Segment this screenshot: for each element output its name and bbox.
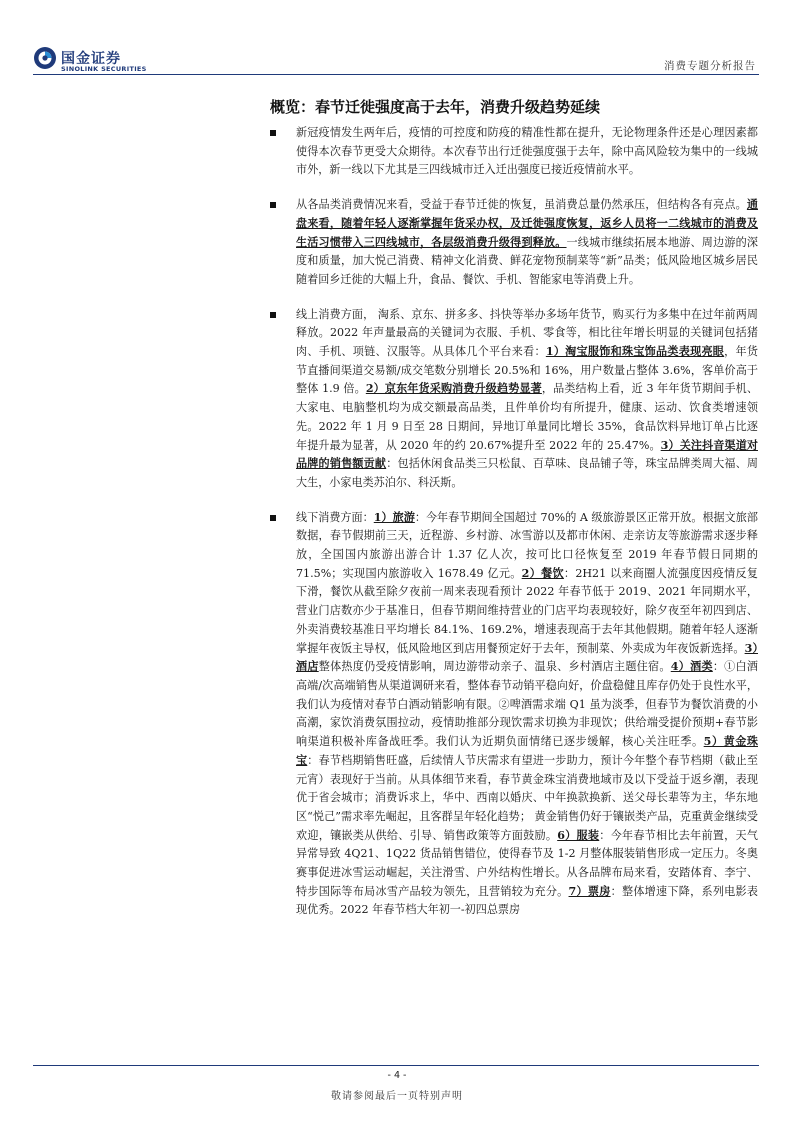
logo-chinese-name: 国金证券	[61, 51, 121, 67]
footer-disclaimer: 敬请参阅最后一页特别声明	[331, 1091, 463, 1102]
logo-english-name: SINOLINK SECURITIES	[61, 65, 147, 73]
footer-divider	[33, 1065, 759, 1066]
paragraph-text: ：①白酒高端/次高端销售从渠道调研来看，整体春节动销平稳向好，价盘稳健且库存仍处于良性水平，我们认为疫情对春节白酒动销影响有限。②啤酒需求端 Q1 虽为淡季，但春节为餐饮消费的小高潮，家饮消费氛围拉动，疫情助推部分现饮需求切换为非现饮；供给端受提价预期+春节影响渠道积极补库备战旺季。我们认为近期负面情绪已逐步缓解，核心关注旺季。	[296, 660, 758, 749]
company-logo	[33, 46, 147, 74]
bullet-paragraph	[270, 306, 758, 493]
square-bullet-icon	[270, 130, 276, 136]
paragraph-text: ：今年春节期间全国超过 70%的 A 级旅游景区正常开放。根据文旅部数据，春节假期前三天，近程游、乡村游、冰雪游以及都市休闲、走亲访友等旅游需求逐步释放，全国国内旅游出游合计 1.37 亿人次，按可比口径恢复至 2019 年春节假日同期的 71.5%；实现国内旅游收入 1678.49 亿元。	[296, 510, 758, 580]
highlighted-text: 5）黄金珠宝	[296, 735, 758, 767]
paragraph-text: ：包括休闲食品类三只松鼠、百草味、良品铺子等，珠宝品牌类周大福、周大生，小家电类苏泊尔、科沃斯。	[296, 457, 758, 489]
square-bullet-icon	[270, 312, 276, 318]
paragraph-text: ：整体增速下降，系列电影表现优秀。2022 年春节档大年初一-初四总票房	[296, 884, 758, 917]
highlighted-text: 3）酒店	[296, 641, 758, 674]
highlighted-text: 2）京东年货采购消费升级趋势显著	[365, 382, 542, 396]
sinolink-logo-icon	[33, 46, 57, 70]
square-bullet-icon	[270, 202, 276, 208]
paragraph-text: 从各品类消费情况来看，受益于春节迁徙的恢复，虽消费总量仍然承压，但结构各有亮点。	[296, 198, 747, 212]
bullet-paragraph	[270, 124, 758, 180]
section-title: 概览：春节迁徙强度高于去年，消费升级趋势延续	[270, 98, 601, 116]
report-type-label: 消费专题分析报告	[664, 60, 756, 72]
highlighted-text: 7）票房	[568, 884, 611, 898]
highlighted-text: 2）餐饮	[521, 566, 564, 580]
body-content	[270, 124, 758, 936]
highlighted-text: 3）关注抖音渠道对品牌的销售额贡献	[296, 438, 758, 471]
paragraph-text: ，年货节直播间渠道交易额/成交笔数分别增长 20.5%和 16%，用户数量占整体 3.6%，客单价高于整体 1.9 倍。	[296, 345, 758, 396]
highlighted-text: 6）服装	[557, 828, 600, 842]
paragraph-text: ，品类结构上看，近 3 年年货节期间手机、大家电、电脑整机均为成交额最高品类，且件单价均有所提升，健康、运动、饮食类增速领先。2022 年 1 月 9 日至 28 日期间，异地订单量同比增长 35%，食品饮料异地订单占比逐年提升最为显著，从 2020 年的约 20.67%提升至 2022 年的 25.47%。	[296, 382, 758, 452]
paragraph-text: ：2H21 以来商圈人流强度因疫情反复下滑，餐饮从截至除夕夜前一周来表现看预计 2022 年春节低于 2019、2021 年同期水平，营业门店数亦少于基准日，但春节期间维持营业的门店平均表现较好，除夕夜至年初四到店、外卖消费较基准日平均增长 84.1%、169.2%，增速表现高于去年其他假期。随着年轻人逐渐掌握年夜饭主导权，低风险地区到店用餐预定好于去年，预制菜、外卖成为年夜饭新选择。	[296, 566, 758, 655]
header-divider	[33, 74, 759, 75]
paragraph-text: ：春节档期销售旺盛，后续情人节庆需求有望进一步助力，预计今年整个春节档期（截止至元宵）表现好于当前。从具体细节来看，春节黄金珠宝消费地域市及以下受益于返乡潮，表现优于省会城市；消费诉求上，华中、西南以婚庆、中年换款换新、送父母长辈等为主，华东地区“悦己”需求率先崛起，且客群呈年轻化趋势； 黄金销售仍好于镶嵌类产品，克重黄金继续受欢迎，镶嵌类从供给、引导、销售政策等方面鼓励。	[296, 753, 758, 842]
highlighted-text: 4）酒类	[670, 660, 713, 674]
paragraph-text: ：今年春节相比去年前置，天气异常导致 4Q21、1Q22 货品销售错位，使得春节及 1-2 月整体服装销售形成一定压力。冬奥赛事促进冰雪运动崛起，关注滑雪、户外结构性增长。从各品牌布局来看，安踏体育、李宁、特步国际等布局冰雪产品较为领先，且营销较为充分。	[296, 828, 758, 898]
highlighted-text: 1）旅游	[373, 510, 415, 524]
bullet-paragraph	[270, 196, 758, 290]
page-number: - 4 -	[387, 1070, 407, 1081]
page-header	[0, 0, 794, 80]
paragraph-text: 线下消费方面：	[296, 510, 374, 524]
paragraph-text: 新冠疫情发生两年后，疫情的可控度和防疫的精准性都在提升，无论物理条件还是心理因素都使得本次春节更受大众期待。本次春节出行迁徙强度强于去年，除中高风险较为集中的一线城市外，新一线以下尤其是三四线城市迁入迁出强度已接近疫情前水平。	[296, 126, 758, 177]
highlighted-text: 通盘来看，随着年轻人逐渐掌握年货采办权，及迁徙强度恢复，返乡人员将一二线城市的消费及生活习惯带入三四线城市，各层级消费升级得到释放。	[296, 198, 758, 249]
highlighted-text: 1）淘宝服饰和珠宝饰品类表现亮眼	[545, 345, 725, 359]
bullet-paragraph	[270, 509, 758, 920]
paragraph-text: 线上消费方面， 淘系、京东、拼多多、抖快等举办多场年货节，购买行为多集中在过年前两周释放。2022 年声量最高的关键词为衣服、手机、零食等，相比往年增长明显的关键词包括猪肉、手机、项链、汉服等。从具体几个平台来看：	[296, 307, 758, 359]
square-bullet-icon	[270, 515, 276, 521]
paragraph-text: 整体热度仍受疫情影响，周边游带动亲子、温泉、乡村酒店主题住宿。	[318, 660, 671, 674]
paragraph-text: 一线城市继续拓展本地游、周边游的深度和质量，加大悦己消费、精神文化消费、鲜花宠物预制菜等“新”品类；低风险地区城乡居民随着回乡迁徙的大幅上升，食品、餐饮、手机、智能家电等消费上升。	[296, 235, 758, 286]
